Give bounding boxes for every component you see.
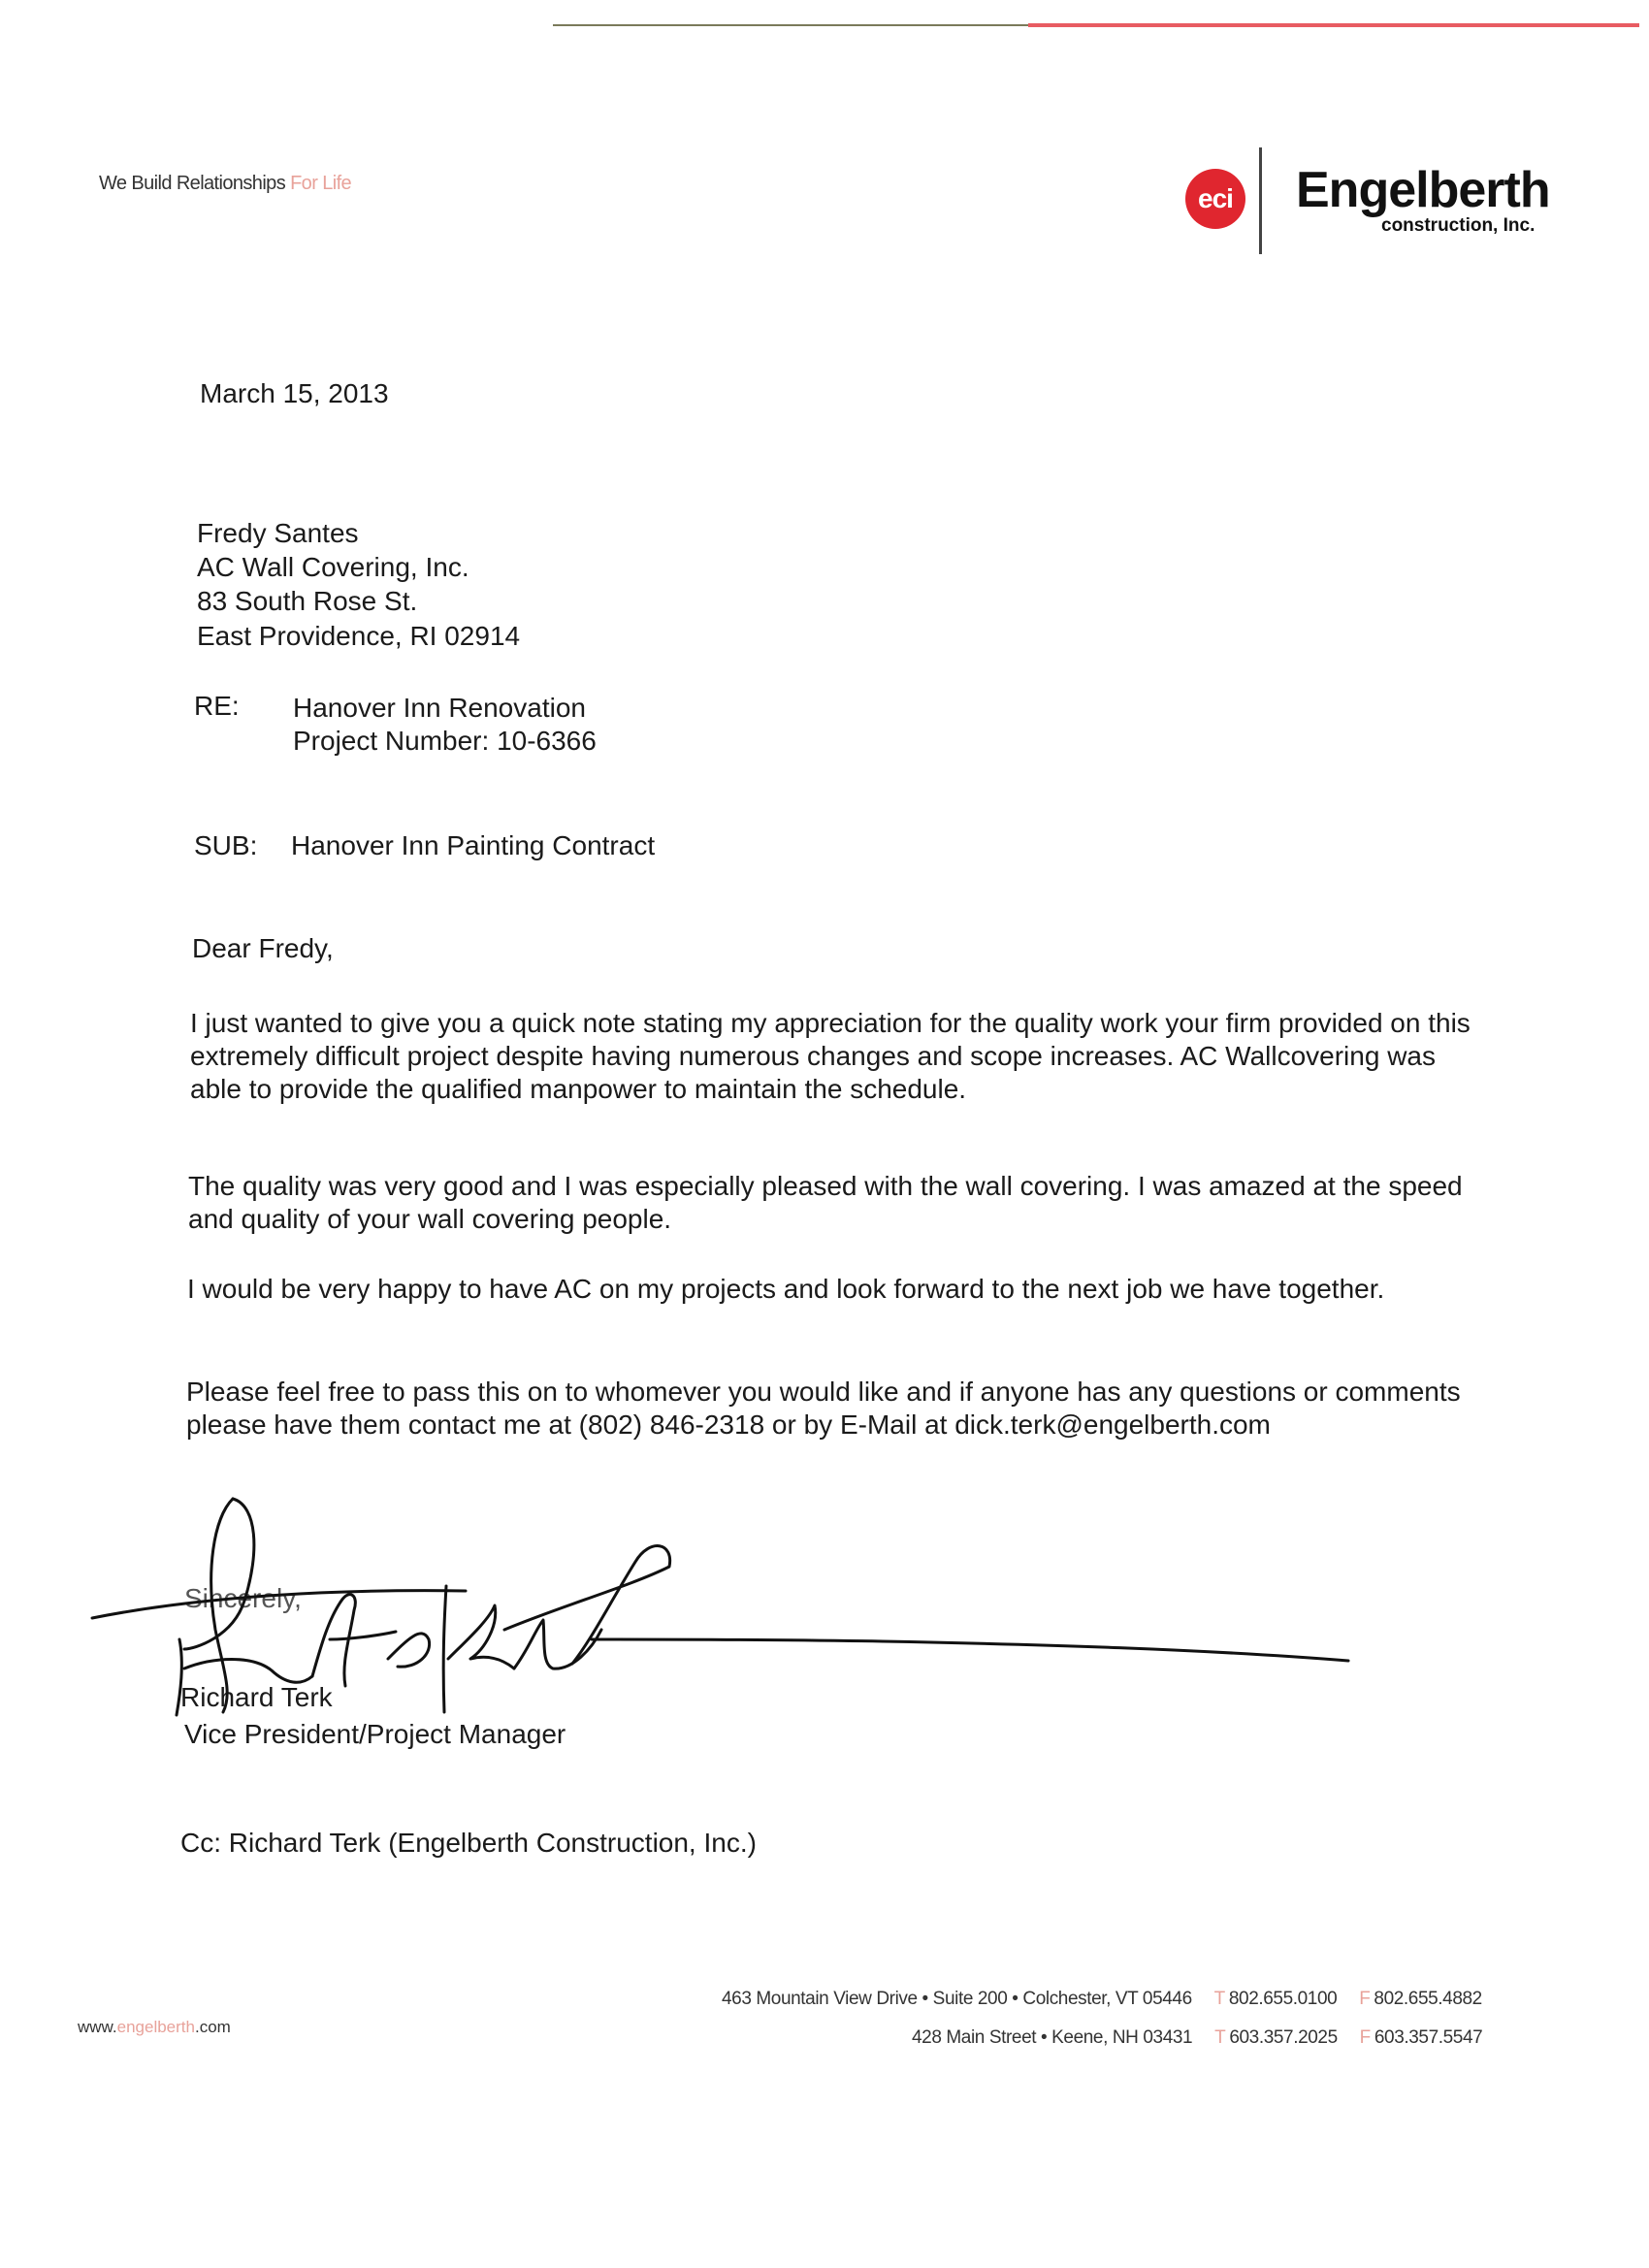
- re-line-1: Hanover Inn Renovation: [293, 693, 586, 723]
- tagline: [99, 173, 351, 195]
- body-paragraph-2: The quality was very good and I was especially pleased with the wall covering. I was amazed at the speed and quality of your wall covering people.: [188, 1171, 1463, 1234]
- logo-divider: [1259, 147, 1262, 254]
- body-paragraph-3: I would be very happy to have AC on my projects and look forward to the next job we have together.: [187, 1274, 1385, 1304]
- closing: Sincerely,: [184, 1583, 302, 1613]
- footer-address-1: 463 Mountain View Drive • Suite 200 • Colchester, VT 05446: [722, 1989, 1192, 2009]
- phone-1-label: T: [1213, 1989, 1225, 2009]
- re-label: RE:: [194, 691, 240, 721]
- signer-name: Richard Terk: [180, 1682, 333, 1712]
- url-prefix: www.: [78, 2018, 117, 2036]
- company-subtitle: construction, Inc.: [1381, 215, 1536, 236]
- recipient-city: East Providence, RI 02914: [197, 621, 521, 651]
- body-paragraph-4: Please feel free to pass this on to whomever you would like and if anyone has any questions or comments please have them contact me at (802) 846-2318 or by E-Mail at dick.terk@engelberth.com: [186, 1377, 1461, 1440]
- fax-1-label: F: [1359, 1989, 1371, 2009]
- tagline-accent: For Life: [290, 173, 352, 194]
- cc-line: Cc: Richard Terk (Engelberth Construction, Inc.): [180, 1828, 757, 1858]
- phone-2: 603.357.2025: [1229, 2027, 1338, 2048]
- website-url: [78, 2018, 231, 2037]
- handwritten-signature: [87, 1494, 1465, 1727]
- sub-label: SUB:: [194, 830, 258, 860]
- footer-address-2: 428 Main Street • Keene, NH 03431: [912, 2027, 1193, 2048]
- sub-text: Hanover Inn Painting Contract: [291, 830, 656, 860]
- tagline-main: We Build Relationships: [99, 173, 286, 194]
- signer-title: Vice President/Project Manager: [184, 1719, 566, 1749]
- fax-1: 802.655.4882: [1374, 1989, 1482, 2009]
- recipient-name: Fredy Santes: [197, 518, 359, 548]
- body-paragraph-1: I just wanted to give you a quick note stating my appreciation for the quality work your firm provided on this extremely difficult project despite having numerous changes and scope increases. AC Wallcovering was able to provide the qualified manpower to maintain the schedule.: [190, 1008, 1471, 1104]
- fax-2-label: F: [1359, 2027, 1371, 2048]
- letter-date: March 15, 2013: [200, 378, 389, 408]
- fax-2: 603.357.5547: [1374, 2027, 1483, 2048]
- phone-2-label: T: [1214, 2027, 1226, 2048]
- url-domain: engelberth: [116, 2018, 195, 2036]
- company-name: Engelberth: [1296, 162, 1550, 218]
- url-suffix: .com: [194, 2018, 231, 2036]
- phone-1: 802.655.0100: [1228, 1989, 1338, 2009]
- recipient-company: AC Wall Covering, Inc.: [197, 552, 469, 582]
- footer-address-line-2: [912, 2027, 1482, 2049]
- top-rule: [553, 23, 1639, 28]
- salutation: Dear Fredy,: [192, 933, 334, 963]
- re-line-2: Project Number: 10-6366: [293, 726, 597, 756]
- footer-address-line-1: [722, 1989, 1482, 2010]
- recipient-street: 83 South Rose St.: [197, 586, 418, 616]
- eci-logo-mark: eci: [1185, 169, 1245, 229]
